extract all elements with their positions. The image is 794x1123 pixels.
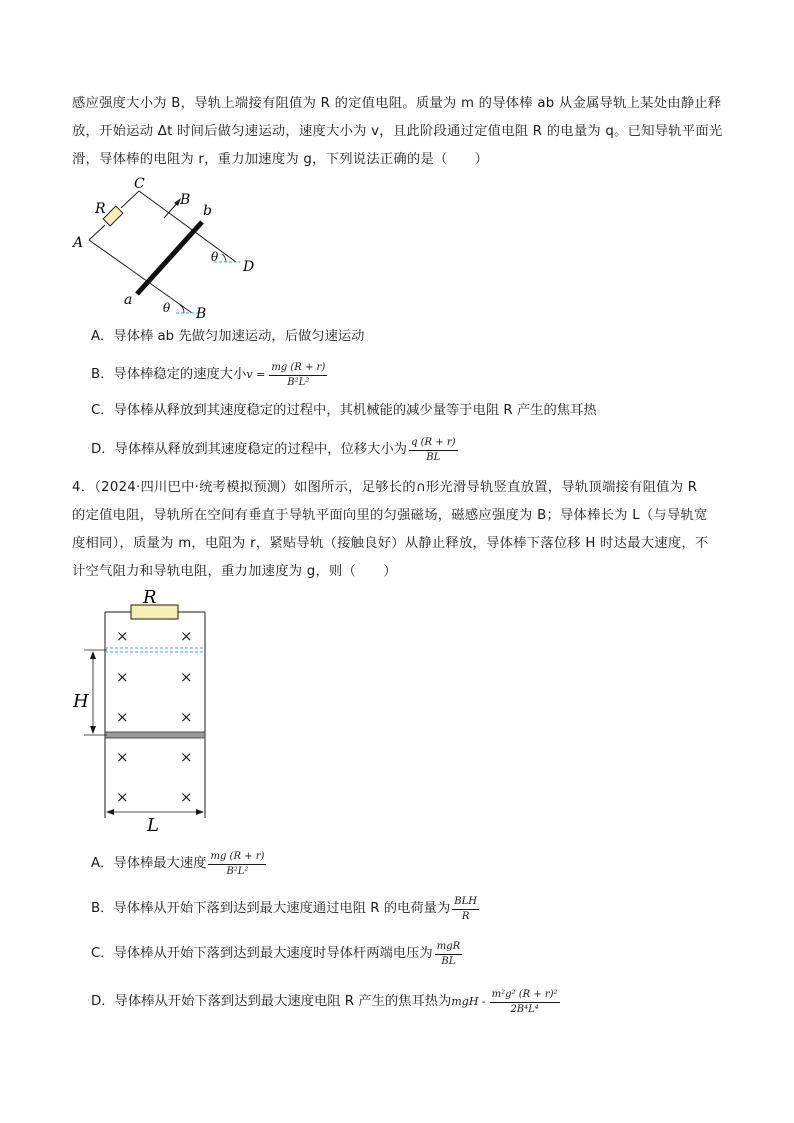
q3-option-c-text: C．导体棒从释放到其速度稳定的过程中，其机械能的减少量等于电阻 R 产生的焦耳热 <box>91 403 597 418</box>
field-cross: × <box>180 788 193 806</box>
conductor-rod <box>105 732 205 738</box>
q4-option-d-numerator: m²g² (R + r)² <box>490 989 560 1003</box>
q4-option-a-fraction <box>208 851 266 878</box>
field-cross: × <box>116 788 129 806</box>
q4-option-b-text: B．导体棒从开始下落到达到最大速度通过电阻 R 的电荷量为 <box>91 901 451 916</box>
q4-option-d-prefix: mgH - <box>451 995 486 1008</box>
q3-option-b-numerator: mg (R + r) <box>269 362 327 376</box>
q4-option-d-denominator: 2B⁴L⁴ <box>510 1003 539 1015</box>
q4-option-a <box>91 845 268 883</box>
label-a: a <box>124 292 133 308</box>
rod-ab <box>137 222 202 294</box>
q3-inclined-rails-figure <box>60 170 280 320</box>
q4-option-a-numerator: mg (R + r) <box>208 851 266 865</box>
field-cross: × <box>180 708 193 726</box>
q4-option-d-fraction <box>490 989 560 1016</box>
q3-option-b <box>91 356 329 394</box>
q4-option-c-numerator: mgR <box>435 941 462 955</box>
q4-stem-line-4: 计空气阻力和导轨电阻，重力加速度为 g，则（ ） <box>72 564 397 579</box>
q4-option-d <box>91 982 562 1022</box>
q4-option-b-fraction <box>452 896 479 923</box>
q4-option-c <box>91 935 464 973</box>
q3-option-b-prefix: v = <box>246 368 266 381</box>
q4-option-b-denominator: R <box>461 910 470 922</box>
q3-stem-line-2: 放，开始运动 Δt 时间后做匀速运动，速度大小为 v，且此阶段通过定值电阻 R 的电量为 q。已知导轨平面光 <box>72 124 723 139</box>
q4-option-c-denominator: BL <box>441 955 456 967</box>
q3-stem-line-3: 滑，导体棒的电阻为 r，重力加速度为 g，下列说法正确的是（ ） <box>72 152 489 167</box>
q4-vertical-rails-figure <box>68 584 218 836</box>
h-arrowhead-down <box>90 726 96 734</box>
q3-stem-line-1: 感应强度大小为 B，导轨上端接有阻值为 R 的定值电阻。质量为 m 的导体棒 ab 从金属导轨上某处由静止释 <box>72 96 722 111</box>
wire-left <box>89 225 105 240</box>
label-H: H <box>73 691 89 712</box>
field-cross: × <box>116 708 129 726</box>
field-cross: × <box>116 748 129 766</box>
label-B-bottom: B <box>196 306 207 320</box>
label-R: R <box>95 201 106 217</box>
q3-option-b-text: B．导体棒稳定的速度大小 <box>91 367 247 382</box>
label-R: R <box>143 587 157 608</box>
q3-option-b-denominator: B²L² <box>287 376 310 388</box>
label-theta-top: θ <box>211 250 219 264</box>
field-cross: × <box>116 668 129 686</box>
wire-right <box>121 191 139 208</box>
q4-stem-line-1: 4．（2024·四川巴中·统考模拟预测）如图所示，足够长的∩形光滑导轨竖直放置，导轨顶端接有阻值为 R <box>72 480 698 495</box>
q3-option-d-fraction <box>409 437 457 464</box>
l-arrowhead-right <box>196 809 204 815</box>
field-cross: × <box>116 627 129 645</box>
q3-option-d <box>91 431 460 469</box>
q4-option-b <box>91 890 481 928</box>
q3-option-a-text: A．导体棒 ab 先做匀加速运动，后做匀速运动 <box>91 329 365 344</box>
q4-option-d-text: D．导体棒从开始下落到达到最大速度电阻 R 产生的焦耳热为 <box>91 994 452 1009</box>
label-b: b <box>203 203 212 219</box>
q4-option-a-denominator: B²L² <box>226 865 249 877</box>
label-A: A <box>73 235 84 251</box>
label-D: D <box>243 259 255 275</box>
q3-option-c <box>91 401 597 421</box>
l-arrowhead-left <box>106 809 114 815</box>
q4-option-c-fraction <box>435 941 462 968</box>
q4-option-c-text: C．导体棒从开始下落到达到最大速度时导体杆两端电压为 <box>91 946 433 961</box>
label-theta-bottom: θ <box>163 301 171 315</box>
q3-option-b-fraction <box>269 362 327 389</box>
q3-option-d-text: D．导体棒从释放到其速度稳定的过程中，位移大小为 <box>91 442 408 457</box>
q3-option-d-numerator: q (R + r) <box>409 437 457 451</box>
h-arrowhead-up <box>90 651 96 659</box>
field-cross: × <box>180 748 193 766</box>
field-cross: × <box>180 668 193 686</box>
label-L: L <box>147 815 159 836</box>
q4-stem-line-2: 的定值电阻，导轨所在空间有垂直于导轨平面向里的匀强磁场，磁感应强度为 B；导体棒长为 L（与导轨宽 <box>72 508 708 523</box>
q4-option-a-text: A．导体棒最大速度 <box>91 856 207 871</box>
q3-option-a <box>91 327 364 347</box>
label-C: C <box>134 176 145 192</box>
q4-stem-line-3: 度相同），质量为 m，电阻为 r，紧贴导轨（接触良好）从静止释放，导体棒下落位移 H 时达最大速度，不 <box>72 536 709 551</box>
q4-option-b-numerator: BLH <box>452 896 479 910</box>
resistor-R <box>103 206 123 226</box>
label-B-field: B <box>180 192 191 208</box>
field-cross: × <box>180 627 193 645</box>
q3-option-d-denominator: BL <box>426 451 441 463</box>
theta-arc-top <box>222 254 226 262</box>
